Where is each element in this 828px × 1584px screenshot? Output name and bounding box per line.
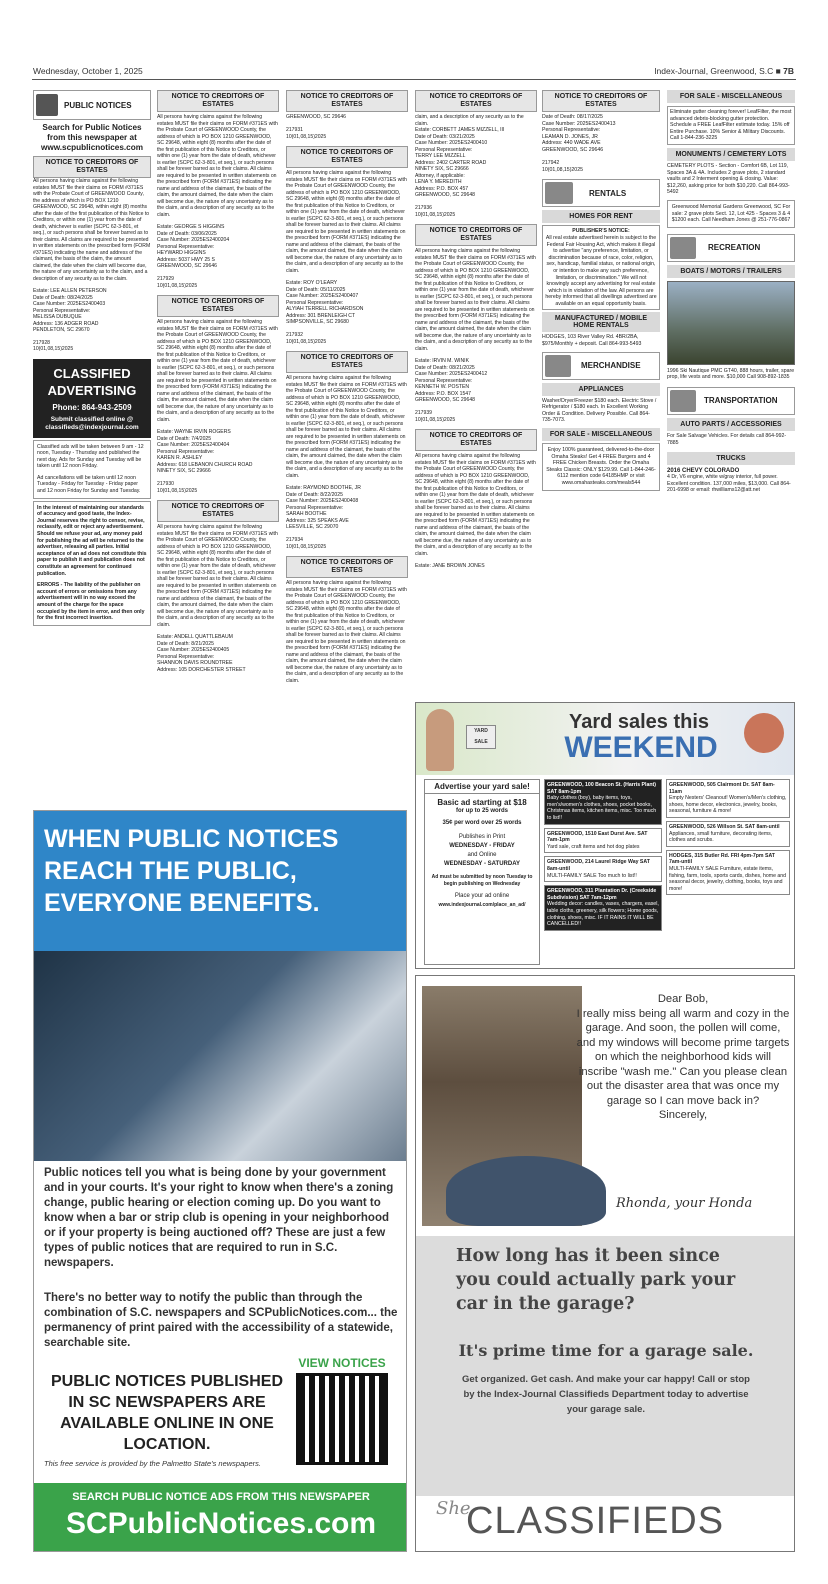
yard-sale-body: Wedding decor: candles, vases, chargers, easel, table cloths, greenery, silk flowers; Home goods, clothing, shoes, misc. IF IT RAINS IT WILL BE CANCELLED!! xyxy=(547,901,659,928)
notice-body: All persons having claims against the following estates MUST file their claims on FORM #371ES with the Probate Court of GREENWOOD County, the address of which is PO BOX 1210 GREENWOOD, SC 29648, within eight (8) months after the date of the first publication of this Notice to Creditors, or within one (1) year from the date of death, whichever is earlier (SCPC 62-3-801, et seq.), or such persons shall be forever barred as to their claims. All claims are required to be presented in written statements on the prescribed form (FORM #371ES) indicating the name and address of the claimant, the basis of the claim, the amount claimed, the date when the claim will become due, the nature of any uncertainty as to the claim, and a description of any security as to the claim. xyxy=(33,178,151,282)
yard-sale-head: GREENWOOD, 1510 East Durst Ave. SAT 7am-1pm xyxy=(547,830,648,844)
yard-sale-item xyxy=(544,828,662,854)
yard-sale-item xyxy=(544,856,662,882)
publishes-online-days: WEDNESDAY - SATURDAY xyxy=(443,861,520,867)
boat-ad: 1996 Ski Nautique PMC GT40, 888 hours, trailer, spare prop, life vests and more. $10,000 Call 908-892-1835 xyxy=(667,367,795,381)
yard-sale-body: Appliances, small furniture, decorating items, clothes and scrubs. xyxy=(669,830,773,844)
memorial-ad: Greenwood Memorial Gardens Greenwood, SC For sale: 2 grave plots Sect. 12, Lot 425 - Spaces 3 & 4 $1200 each. Call Needham Jones @ 251-776-0867 xyxy=(667,200,795,228)
col3-estate-2: Estate: RAYMOND BOOTHE, JR Date of Death: 8/22/2025 Case Number: 2025ES2400408 Personal Representative: SARAH BOOTHE Address: 325 SPEAKS AVE LEESVILLE, SC 29070 217934 10(01,08,15)2025 xyxy=(286,485,361,550)
classified-title: CLASSIFIED ADVERTISING xyxy=(47,365,137,398)
misc-head: FOR SALE - MISCELLANEOUS xyxy=(542,428,660,441)
publishes-online: and Online xyxy=(467,852,497,858)
yard-sale-sign: YARD SALE xyxy=(466,725,496,749)
yard-sale-body: Empty Nesters' Cleanout! Women's/Men's clothing, shoes, home decor, electronics, jewelry, books, seasonal, furniture & more! xyxy=(669,795,787,815)
col5-top: Date of Death: 08/17/2025 Case Number: 2025ES2400413 Personal Representative: LEAMAN D. JONES, JR Address: 440 WADE AVE GREENWOOD, SC 29646 217942 10(01,08,15)2025 xyxy=(542,114,616,173)
deadlines: Classified ads will be taken between 9 am - 12 noon, Tuesday - Thursday and published the next day. Ads for Sunday and Tuesday will be taken until 12 noon Friday. xyxy=(37,443,144,470)
col3-head-2: NOTICE TO CREDITORS OF ESTATES xyxy=(286,146,408,168)
brand-she: She xyxy=(436,1498,471,1519)
monuments-head: MONUMENTS / CEMETERY LOTS xyxy=(667,148,795,161)
classified-phone: Phone: 864-943-2509 xyxy=(52,402,132,412)
recreation-title: RECREATION xyxy=(708,243,761,253)
paper-name: Index-Journal, Greenwood, S.C xyxy=(654,66,774,76)
search-text: Search for Public Notices from this newspaper at www.scpublicnotices.com xyxy=(40,123,144,152)
homes-for-rent: HOMES FOR RENT xyxy=(542,210,660,223)
garage-cta: Get organized. Get cash. And make your car happy! Call or stop by the Index-Journal Classifieds Department today to advertise your garage sale. xyxy=(462,1374,750,1415)
col2-head-2: NOTICE TO CREDITORS OF ESTATES xyxy=(157,295,279,317)
advertise-title: Advertise your yard sale! xyxy=(425,780,539,794)
basic-words: for up to 25 words xyxy=(455,808,508,814)
cancellations: Ad cancellations will be taken until 12 noon Tuesday - Friday for Tuesday - Friday paper and 12 noon Friday for Sunday and Tuesday. xyxy=(37,474,141,495)
toys-illustration xyxy=(744,713,784,753)
omaha-ad: Enjoy 100% guaranteed, delivered-to-the-door Omaha Steaks! Get 4 FREE Burgers and 4 FREE Chicken Breasts. Order the Omaha Steaks Classic: ONLY $129.99. Call 1-844-246-6112 mention code 64185HMP or visit www.omahasteaks.com/meals544 xyxy=(542,443,660,491)
col3-body-1: All persons having claims against the following estates MUST file their claims on FORM #371ES with the Probate Court of GREENWOOD County, the address of which is PO BOX 1210 GREENWOOD, SC 29648, within eight (8) months after the date of the first publication of this Notice to Creditors, or within one (1) year from the date of death, whichever is earlier (SCPC 62-3-801, et seq.), or such persons shall be forever barred as to their claims. All claims are required to be presented in written statements on the prescribed form (FORM #371ES) indicating the name and address of the claimant, the basis of the claim, the amount claimed, the date when the claim will become due, the nature of any uncertainty as to the claim, and a description of any security as to the claim. xyxy=(286,170,407,274)
column-1 xyxy=(33,90,151,810)
col4-head-3: NOTICE TO CREDITORS OF ESTATES xyxy=(415,429,537,451)
col3-estate-1: Estate: ROY O'LEARY Date of Death: 05/11/2025 Case Number: 2025ES2400407 Personal Representative: ALYIAH TERRELL RICHARDSON Address: 301 BRENLEIGH CT SIMPSONVILLE, SC 29680 217932 10(01,08,15)2025 xyxy=(286,280,364,345)
yard-sale-head: GREENWOOD, 100 Beacon St. (Harris Plant) SAT 8am-1pm xyxy=(547,782,656,795)
brand-classifieds: CLASSIFIEDS xyxy=(466,1500,725,1542)
policy: In the interest of maintaining our standards of accuracy and good taste, the Index-Journal reserves the right to censor, revise, reclassify, edit or reject any advertisement. Should we refuse your ad, any money paid for publishing the ad will be returned to the advertiser, releasing all parties. Initial acceptance of an ad does not constitute this paper to publish it and publication does not constitute an agreement for continued publication. xyxy=(37,504,147,577)
yard-sale-body: MULTI-FAMILY SALE Too much to list!! xyxy=(547,872,637,879)
notice-head: NOTICE TO CREDITORS OF ESTATES xyxy=(33,156,151,178)
col4-top: claim, and a description of any security as to the claim. Estate: CORBETT JAMES MIZZELL, III Date of Death: 03/21/2025 Case Number: 2025ES2400410 Personal Representative: TERRY LEE MIZZELL Address: 2402 CARTER ROAD NINETY SIX, SC 29666 Attorney, if applicable: LENA Y. MEREDITH Address: P.O. BOX 457 GREENWOOD, SC 29648 217936 10(01,08,15)2025 xyxy=(415,114,524,218)
cemetery-ad: CEMETERY PLOTS - Section - Comfort 6B, Lot 119, Spaces 3A & 4A. Includes 2 grave plots, 2 standard vaults and 2 Interment opening & closing. Value: $12,260, asking price for both $10,220. Call 864-993-5492 xyxy=(667,162,790,196)
pn-para-2: There's no better way to notify the public than through the combination of S.C. newspapers and SCPublicNotices.com... the permanency of print paired with the accessibility of a statewide, searchable site. xyxy=(44,1292,398,1349)
for-sale-sign-icon xyxy=(545,355,571,377)
yard-deadline: Ad must be submitted by noon Tuesday to begin publishing on Wednesday xyxy=(431,874,533,887)
yard-sale-body: Baby clothes (boy), baby items, toys, men's/women's clothes, shoes, pocket books, Christmas items, kitchen items, misc. Too much to list!! xyxy=(547,795,657,821)
appliances-head: APPLIANCES xyxy=(542,383,660,396)
col2-head: NOTICE TO CREDITORS OF ESTATES xyxy=(157,90,279,112)
col2-body-2: All persons having claims against the following estates MUST file their claims on FORM #371ES with the Probate Court of GREENWOOD County, the address of which is PO BOX 1210 GREENWOOD, SC 29648, within eight (8) months after the date of the first publication of this Notice to Creditors, or within one (1) year from the date of death, whichever is earlier (SCPC 62-3-801, et seq.), or such persons shall be forever barred as to their claims. All claims are required to be presented in written statements on the prescribed form (FORM #371ES) indicating the name and address of the claimant, the basis of the claim, the amount claimed, the date when the claim will become due, the nature of any uncertainty as to the claim, and a description of any security as to the claim. xyxy=(157,319,278,423)
column-5 xyxy=(542,90,660,702)
col4-head-2: NOTICE TO CREDITORS OF ESTATES xyxy=(415,224,537,246)
basic-price: Basic ad starting at $18 xyxy=(437,798,527,807)
for-rent-sign-icon xyxy=(545,182,573,204)
col4-head: NOTICE TO CREDITORS OF ESTATES xyxy=(415,90,537,112)
chevy-ad: 4 Dr, V6 engine, white w/gray interior, full power. Excellent condition. 137,000 miles, $13,000. Call 864-201-6998 or email: rhwilliams12@att.net xyxy=(667,474,791,494)
yard-sale-head: HODGES, 315 Butler Rd. FRI 4pm-7pm SAT 7am-until xyxy=(669,852,775,866)
classified-box xyxy=(33,359,151,438)
car-icon xyxy=(670,390,696,412)
yard-sale-body: Yard sale, craft items and hot dog plates xyxy=(547,843,640,850)
yard-sale-item xyxy=(666,850,790,896)
col2-estate-3: Estate: ANDELL QUATTLEBAUM Date of Death: 8/21/2025 Case Number: 2025ES2400405 Personal Representative: SHANNON DAVIS ROUNDTREE Address: 105 DORCHESTER STREET xyxy=(157,634,246,673)
errors: ERRORS - The liability of the publisher on account of errors or omissions from any advertisement will in no way exceed the amount of the charge for the space occupied by the item in error, and then only for the first incorrect insertion. xyxy=(37,582,145,622)
recreation-banner xyxy=(667,234,795,262)
column-4 xyxy=(415,90,537,702)
yard-sale-head: GREENWOOD, 505 Clairmont Dr. SAT 8am-11am xyxy=(669,782,775,795)
yard-sale-body: MULTI-FAMILY SALE Furniture, estate items, fishing, farm, tools, sports cards, dishes, home and seasonal decor, jewelry, clothing, books, toys and more! xyxy=(669,865,787,892)
newspaper-laptop-photo xyxy=(34,951,407,1161)
page-number: 7B xyxy=(783,66,794,76)
car-photo xyxy=(446,1156,606,1226)
notice-board-icon xyxy=(36,94,58,116)
pn-para-1: Public notices tell you what is being done by your government and in your courts. It's your right to know when there's a zoning change, public hearing or election coming up. Do you want to know when a bar or strip club is opening in your neighborhood or if your property is being auctioned off? These are just a few types of public notices that are required to run in S.C. newspapers. xyxy=(44,1167,394,1269)
view-notices-label: VIEW NOTICES xyxy=(298,1356,386,1370)
washer-ad: Washer/Dryer/Freezer $180 each. Electric Stove / Refrigerator / $180 each. In Excellent Working Order & Condition. Delivery Possible. Call 864-735-7073. xyxy=(542,397,657,424)
garage-signature: Rhonda, your Honda xyxy=(616,1196,753,1211)
mobile-rentals: MANUFACTURED / MOBILE HOME RENTALS xyxy=(542,312,660,332)
misc-head-6: FOR SALE - MISCELLANEOUS xyxy=(667,90,795,103)
col4-body-2: All persons having claims against the following estates MUST file their claims on FORM #371ES with the Probate Court of GREENWOOD County, the address of which is PO BOX 1210 GREENWOOD, SC 29648, within eight (8) months after the date of the first publication of this Notice to Creditors, or within one (1) year from the date of death, whichever is earlier (SCPC 62-3-801, et seq.), or such persons shall be forever barred as to their claims. All claims are required to be presented in written statements on the prescribed form (FORM #371ES) indicating the name and address of the claimant, the basis of the claim, the amount claimed, the date when the claim will become due, the nature of any uncertainty as to the claim, and a description of any security as to the claim. xyxy=(415,453,536,557)
yard-title-1: Yard sales this xyxy=(568,711,710,733)
issue-date: Wednesday, October 1, 2025 xyxy=(33,66,143,76)
pn-published: PUBLIC NOTICES PUBLISHED IN SC NEWSPAPERS ARE AVAILABLE ONLINE IN ONE LOCATION. xyxy=(50,1373,283,1453)
col3-head: NOTICE TO CREDITORS OF ESTATES xyxy=(286,90,408,112)
yard-sale-head: GREENWOOD, 526 Willson St. SAT 8am-until xyxy=(669,823,780,830)
publisher-title: PUBLISHER'S NOTICE: xyxy=(572,228,630,235)
col2-estate-2: Estate: WAYNE IRVIN ROGERS Date of Death: 7/4/2025 Case Number: 2025ES2400404 Personal Representative: KAREN R. ASHLEY Address: 618 LEBANON CHURCH ROAD NINETY SIX, SC 29666 217930 10(01,08,15)2025 xyxy=(157,429,253,494)
place-url[interactable]: www.indexjournal.com/place_an_ad/ xyxy=(438,902,526,908)
place-online: Place your ad online xyxy=(454,893,510,899)
boats-head: BOATS / MOTORS / TRAILERS xyxy=(667,265,795,278)
page-header-right: Index-Journal, Greenwood, S.C ■ 7B xyxy=(654,66,794,76)
yard-sales-left xyxy=(544,779,662,931)
pn-free-service: This free service is provided by the Palmetto State's newspapers. xyxy=(44,1459,261,1468)
qr-code[interactable] xyxy=(296,1373,388,1465)
col5-head: NOTICE TO CREDITORS OF ESTATES xyxy=(542,90,660,112)
col2-head-3: NOTICE TO CREDITORS OF ESTATES xyxy=(157,500,279,522)
hodges-rental: HODGES, 103 River Valley Rd. 4BR/2BA, $975/Monthly + deposit. Call 864-993-5493 xyxy=(542,334,642,348)
header-rule xyxy=(32,79,796,80)
pn-headline: WHEN PUBLIC NOTICES REACH THE PUBLIC, EVERYONE BENEFITS. xyxy=(44,825,339,917)
auto-parts-head: AUTO PARTS / ACCESSORIES xyxy=(667,418,795,431)
col3-head-3: NOTICE TO CREDITORS OF ESTATES xyxy=(286,351,408,373)
col4-estate-2: Estate: JANE BROWN JONES xyxy=(415,563,485,569)
public-notices-ad xyxy=(33,810,407,1552)
salvage-ad: For Sale Salvage Vehicles. For details call 864-992-7885 xyxy=(667,432,787,446)
merchandise-banner xyxy=(542,352,660,380)
col3-head-4: NOTICE TO CREDITORS OF ESTATES xyxy=(286,556,408,578)
public-notices-title: PUBLIC NOTICES xyxy=(64,100,132,110)
rentals-banner xyxy=(542,179,660,207)
pn-site[interactable]: SCPublicNotices.com xyxy=(65,1507,377,1540)
yard-sale-head: GREENWOOD, 311 Plantation Dr. (Creekside Subdivision) SAT 7am-12pm xyxy=(547,888,657,901)
yard-sale-item xyxy=(666,779,790,818)
transportation-title: TRANSPORTATION xyxy=(704,396,778,406)
publisher-notice: All real estate advertised herein is subject to the Federal Fair Housing Act, which makes it illegal to advertise "any preference, limitation, or discrimination because of race, color, religion, sex, handicap, familial status, or national origin, or intention to make any such preference, limitation, or discrimination." We will not knowingly accept any advertising for real estate which is in violation of the law. All persons are hereby informed that all dwellings advertised are available on an equal opportunity basis. xyxy=(545,234,657,307)
notice-ref: 217928 10(01,08,15)2025 xyxy=(33,339,74,352)
publishes-print: Publishes in Print xyxy=(458,834,506,840)
col2-body-1: All persons having claims against the following estates MUST file their claims on FORM #371ES with the Probate Court of GREENWOOD County, the address of which is PO BOX 1210 GREENWOOD, SC 29648, within eight (8) months after the date of the first publication of this Notice to Creditors, or within one (1) year from the date of death, whichever is earlier (SCPC 62-3-801, et seq.), or such persons shall be forever barred as to their claims. All claims are required to be presented in written statements on the prescribed form (FORM #371ES) indicating the name and address of the claimant, the basis of the claim, the amount claimed, the date when the claim will become due, the nature of any uncertainty as to the claim, and a description of any security as to the claim. xyxy=(157,114,278,218)
col3-body-2: All persons having claims against the following estates MUST file their claims on FORM #371ES with the Probate Court of GREENWOOD County, the address of which is PO BOX 1210 GREENWOOD, SC 29648, within eight (8) months after the date of the first publication of this Notice to Creditors, or within one (1) year from the date of death, whichever is earlier (SCPC 62-3-801, et seq.), or such persons shall be forever barred as to their claims. All claims are required to be presented in written statements on the prescribed form (FORM #371ES) indicating the name and address of the claimant, the basis of the claim, the amount claimed, the date when the claim will become due, the nature of any uncertainty as to the claim, and a description of any security as to the claim. xyxy=(286,375,407,479)
yard-sale-item xyxy=(666,821,790,847)
classified-submit[interactable]: Submit classified online @ classifieds@indexjournal.com xyxy=(45,415,139,431)
column-6 xyxy=(667,90,795,702)
col2-body-3: All persons having claims against the following estates MUST file their claims on FORM #371ES with the Probate Court of GREENWOOD County, the address of which is PO BOX 1210 GREENWOOD, SC 29648, within eight (8) months after the date of the first publication of this Notice to Creditors, or within one (1) year from the date of death, whichever is earlier (SCPC 62-3-801, et seq.), or such persons shall be forever barred as to their claims. All claims are required to be presented in written statements on the prescribed form (FORM #371ES) indicating the name and address of the claimant, the basis of the claim, the amount claimed, the date when the claim will become due, the nature of any uncertainty as to the claim, and a description of any security as to the claim. xyxy=(157,524,278,628)
garage-question: How long has it been since you could actually park your car in the garage? xyxy=(456,1246,736,1314)
col2-estate-1: Estate: GEORGE S HIGGINS Date of Death: 03/06/2025 Case Number: 2025ES2400204 Personal Representative: HEYWARD HIGGINS Address: 5037 HWY 25 S GREENWOOD, SC 29646 217929 10(01,08,15)2025 xyxy=(157,224,230,289)
atv-icon xyxy=(670,237,696,259)
garage-sale-ad xyxy=(415,975,795,1552)
col4-body-1: All persons having claims against the following estates MUST file their claims on FORM #371ES with the Probate Court of GREENWOOD County, the address of which is PO BOX 1210 GREENWOOD, SC 29648, within eight (8) months after the date of the first publication of this Notice to Creditors, or within one (1) year from the date of death, whichever is earlier (SCPC 62-3-801, et seq.), or such persons shall be forever barred as to their claims. All claims are required to be presented in written statements on the prescribed form (FORM #371ES) indicating the name and address of the claimant, the basis of the claim, the amount claimed, the date when the claim will become due, the nature of any uncertainty as to the claim, and a description of any security as to the claim. xyxy=(415,248,536,352)
yard-sales-box xyxy=(415,702,795,969)
notice-estate: Estate: LEE ALLEN PETERSON Date of Death: 08/24/2025 Case Number: 2025ES2400403 Personal Representative: MELISSA DUBUQUE Address: 136 ADGER ROAD PENDLETON, SC 29670 xyxy=(33,288,107,333)
garage-prime: It's prime time for a garage sale. xyxy=(458,1341,754,1360)
boat-photo xyxy=(667,281,795,365)
garage-letter: Dear Bob, I really miss being all warm and cozy in the garage. And soon, the pollen will come, and my windows will become prime targets on which the neighborhood kids will inscribe "wash me." Can you please clean out the disaster area that was once my garage so I can move back in? Sincerely, xyxy=(576,993,790,1121)
col4-estate-1: Estate: IRVIN M. WINIK Date of Death: 08/21/2025 Case Number: 2025ES2400412 Personal Representative: KENNETH W. POSTEN Address: P.O. BOX 1547 GREENWOOD, SC 29648 217939 10(01,08,15)2025 xyxy=(415,358,488,423)
pn-search: SEARCH PUBLIC NOTICE ADS FROM THIS NEWSPAPER xyxy=(72,1491,370,1503)
public-notices-banner xyxy=(33,90,151,120)
gutter-ad: Eliminate gutter cleaning forever! LeafFilter, the most advanced debris-blocking gutter protection. Schedule a FREE LeafFilter estimate today. 15% off Entire Purchase. 10% Senior & Military Discounts. Call 1-844-236-3225 xyxy=(667,106,795,145)
chevy-title: 2016 CHEVY COLORADO xyxy=(667,468,740,475)
transportation-banner xyxy=(667,387,795,415)
woman-figure xyxy=(426,709,454,771)
yard-sale-head: GREENWOOD, 214 Laurel Ridge Way SAT 8am-until xyxy=(547,859,650,872)
advertise-box xyxy=(424,779,540,965)
column-3 xyxy=(286,90,408,810)
yard-sales-right xyxy=(666,779,790,895)
trucks-head: TRUCKS xyxy=(667,452,795,465)
publishes-print-days: WEDNESDAY - FRIDAY xyxy=(449,843,515,849)
rentals-title: RENTALS xyxy=(589,188,627,198)
merchandise-title: MERCHANDISE xyxy=(581,361,641,371)
col3-body-3: All persons having claims against the following estates MUST file their claims on FORM #371ES with the Probate Court of GREENWOOD County, the address of which is PO BOX 1210 GREENWOOD, SC 29648, within eight (8) months after the date of the first publication of this Notice to Creditors, or within one (1) year from the date of death, whichever is earlier (SCPC 62-3-801, et seq.), or such persons shall be forever barred as to their claims. All claims are required to be presented in written statements on the prescribed form (FORM #371ES) indicating the name and address of the claimant, the basis of the claim, the amount claimed, the date when the claim will become due, the nature of any uncertainty as to the claim, and a description of any security as to the claim. xyxy=(286,580,407,684)
yard-sale-item xyxy=(544,779,662,825)
col3-top: GREENWOOD, SC 29646 217931 10(01,08,15)2025 xyxy=(286,114,347,140)
extra-words: 35¢ per word over 25 words xyxy=(442,820,522,826)
yard-title-2: WEEKEND xyxy=(564,731,718,764)
yard-sale-item xyxy=(544,885,662,931)
column-2 xyxy=(157,90,279,810)
